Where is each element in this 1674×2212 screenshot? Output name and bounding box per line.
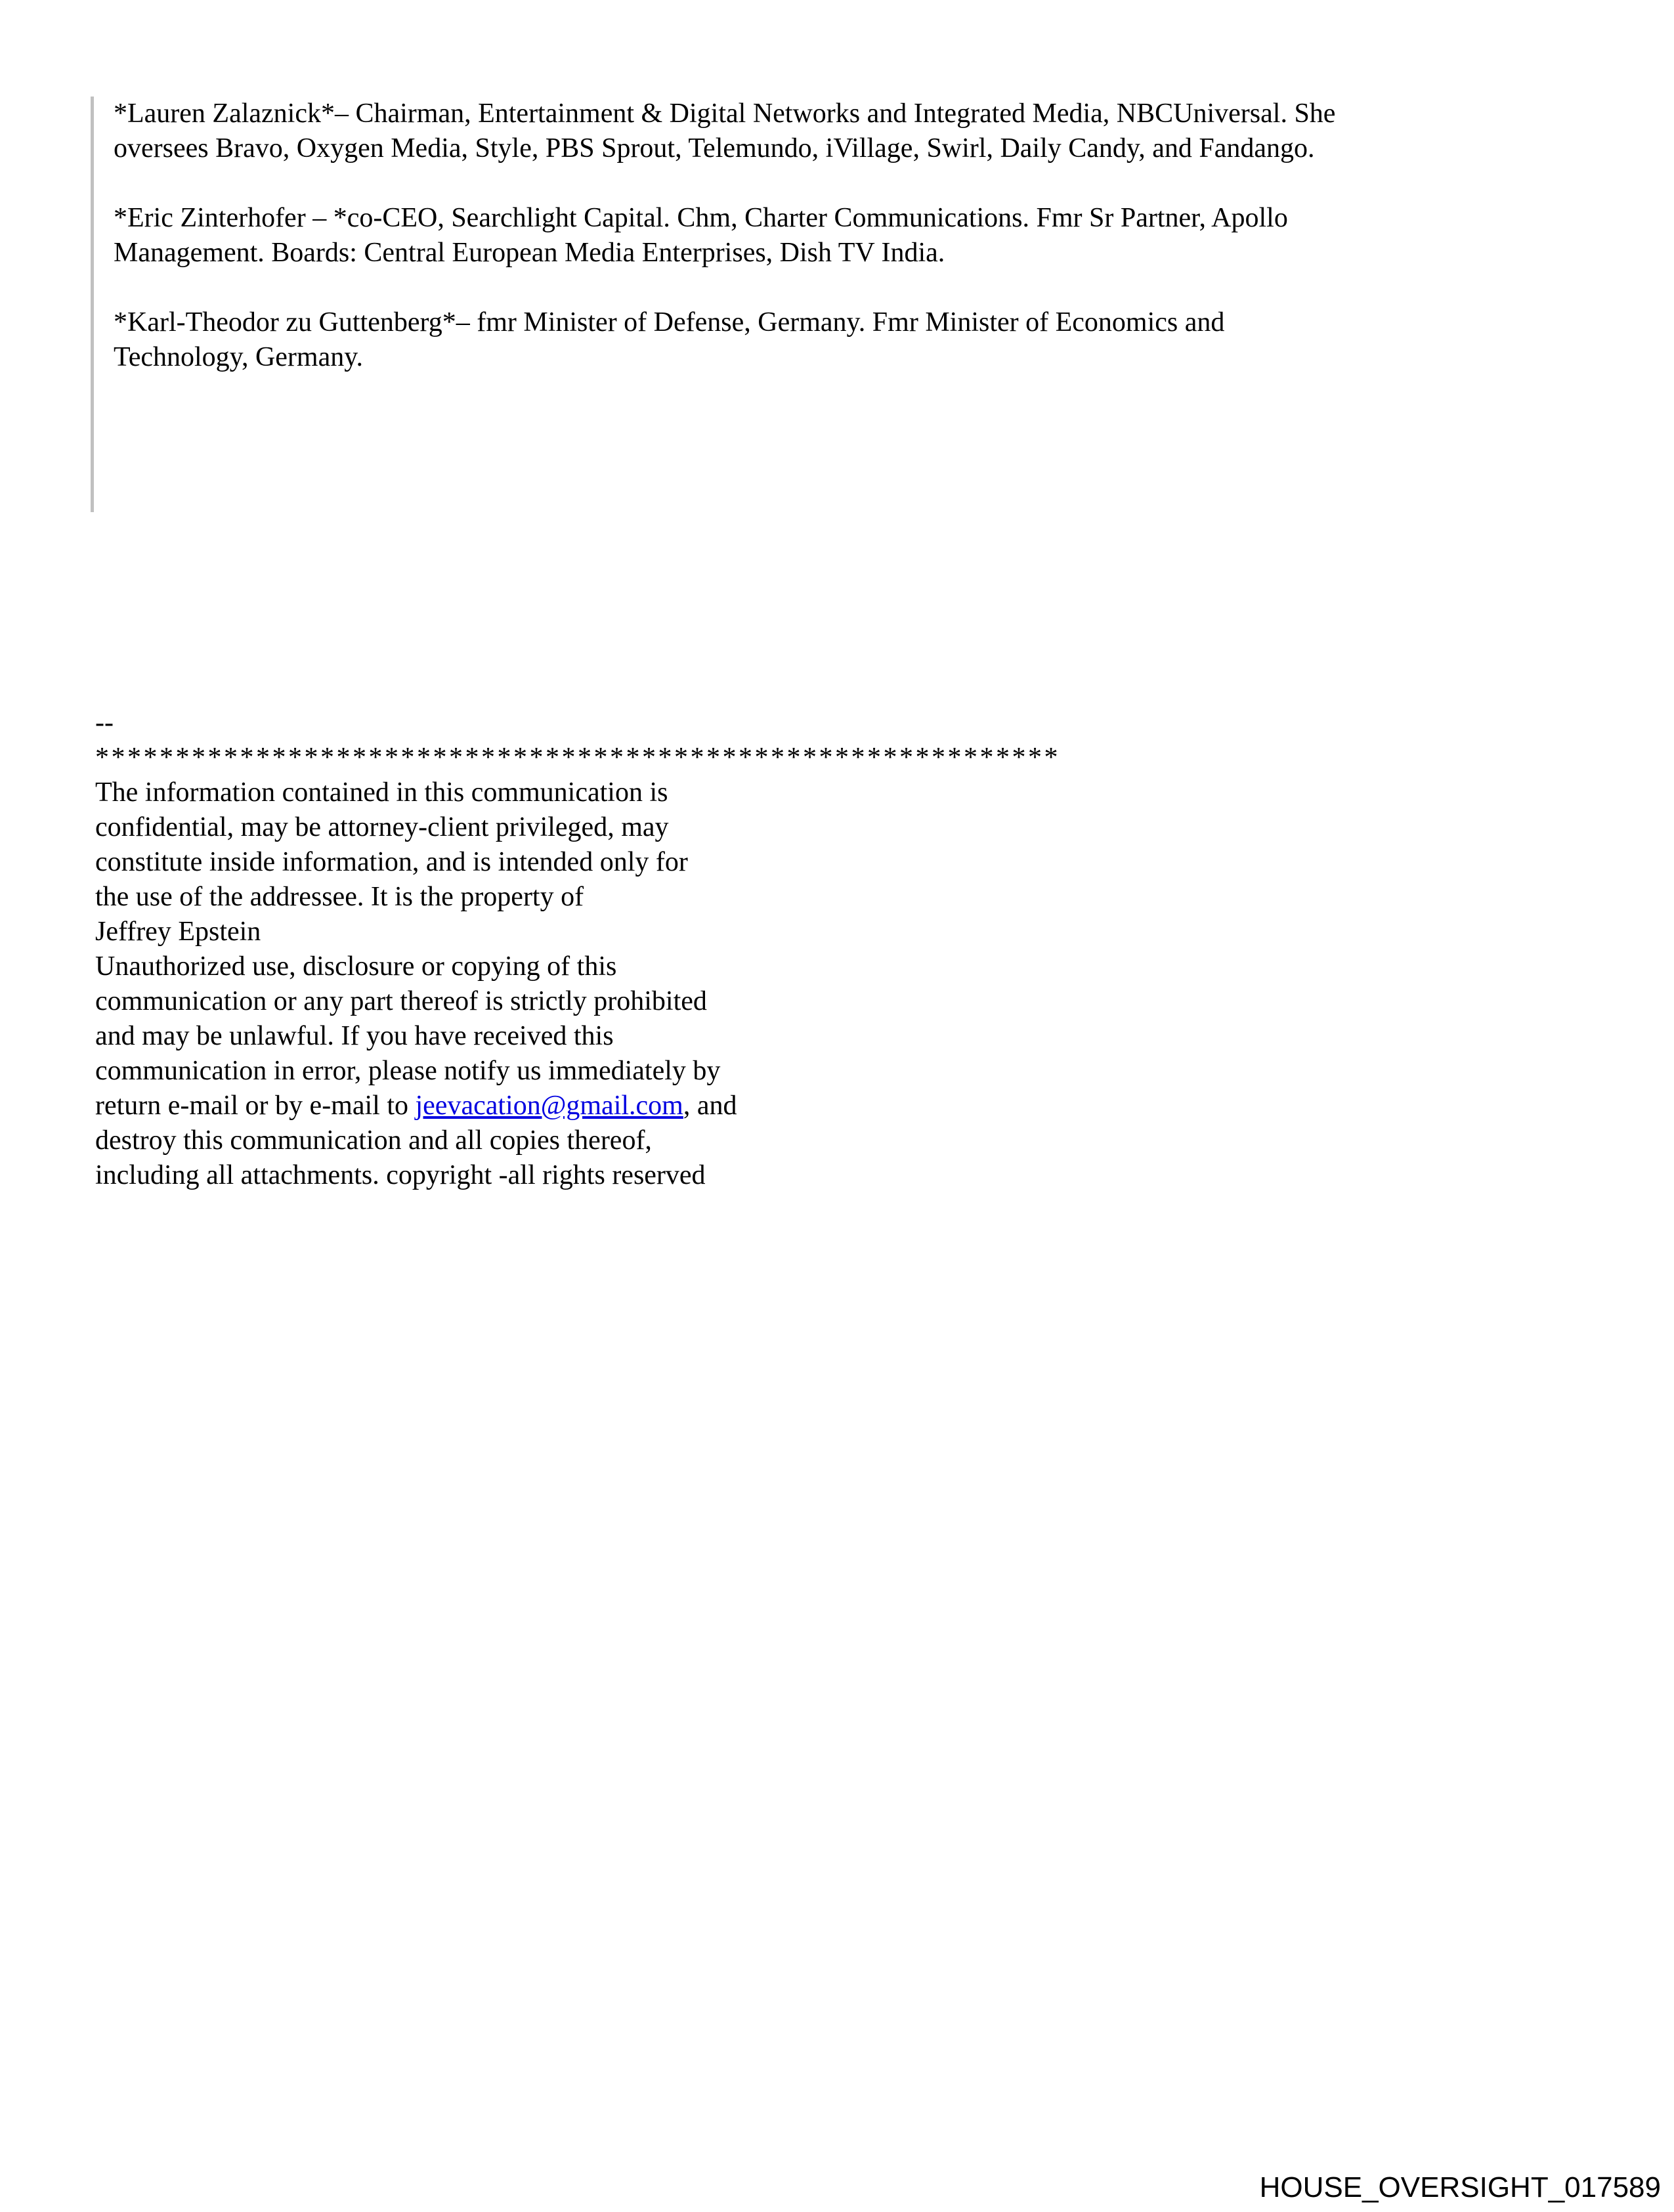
disclaimer-line: communication in error, please notify us immediately by (95, 1056, 721, 1086)
disclaimer-line: destroy this communication and all copies thereof, (95, 1125, 652, 1156)
disclaimer-line: the use of the addressee. It is the property of (95, 882, 584, 912)
bates-number: HOUSE_OVERSIGHT_017589 (1259, 2171, 1661, 2203)
quoted-text-line: *Karl-Theodor zu Guttenberg*– fmr Minister of Defense, Germany. Fmr Minister of Economics and (114, 307, 1225, 337)
disclaimer-line: communication or any part thereof is strictly prohibited (95, 986, 707, 1016)
disclaimer-line: constitute inside information, and is intended only for (95, 847, 688, 877)
link-line-suffix: , and (683, 1091, 737, 1121)
disclaimer-line: Jeffrey Epstein (95, 917, 261, 947)
blank-line (114, 166, 1335, 201)
quoted-text-line: *Eric Zinterhofer – *co-CEO, Searchlight Capital. Chm, Charter Communications. Fmr Sr Partner, Apollo (114, 203, 1288, 233)
quoted-text-line: oversees Bravo, Oxygen Media, Style, PBS Sprout, Telemundo, iVillage, Swirl, Daily Candy, and Fandango. (114, 133, 1315, 163)
disclaimer-line: Unauthorized use, disclosure or copying of this (95, 951, 617, 982)
quoted-text-line: Management. Boards: Central European Media Enterprises, Dish TV India. (114, 238, 945, 268)
disclaimer-line: confidential, may be attorney-client privileged, may (95, 812, 669, 842)
disclaimer-link-line (95, 1089, 1060, 1123)
signature-disclaimer-block (95, 706, 1060, 1193)
email-link[interactable]: jeevacation@gmail.com (415, 1091, 683, 1121)
asterisk-separator: ************************************************************ (95, 743, 1060, 773)
signature-dashes: -- (95, 708, 114, 738)
quoted-email-block (91, 97, 1335, 512)
disclaimer-line: and may be unlawful. If you have received this (95, 1021, 614, 1051)
disclaimer-line: including all attachments. copyright -all rights reserved (95, 1160, 706, 1190)
quoted-text-line: Technology, Germany. (114, 342, 363, 372)
disclaimer-line: The information contained in this communication is (95, 777, 668, 808)
quoted-text-line: *Lauren Zalaznick*– Chairman, Entertainment & Digital Networks and Integrated Media, NBCUniversal. She (114, 98, 1336, 129)
link-line-prefix: return e-mail or by e-mail to (95, 1091, 416, 1121)
blank-line (114, 271, 1335, 305)
